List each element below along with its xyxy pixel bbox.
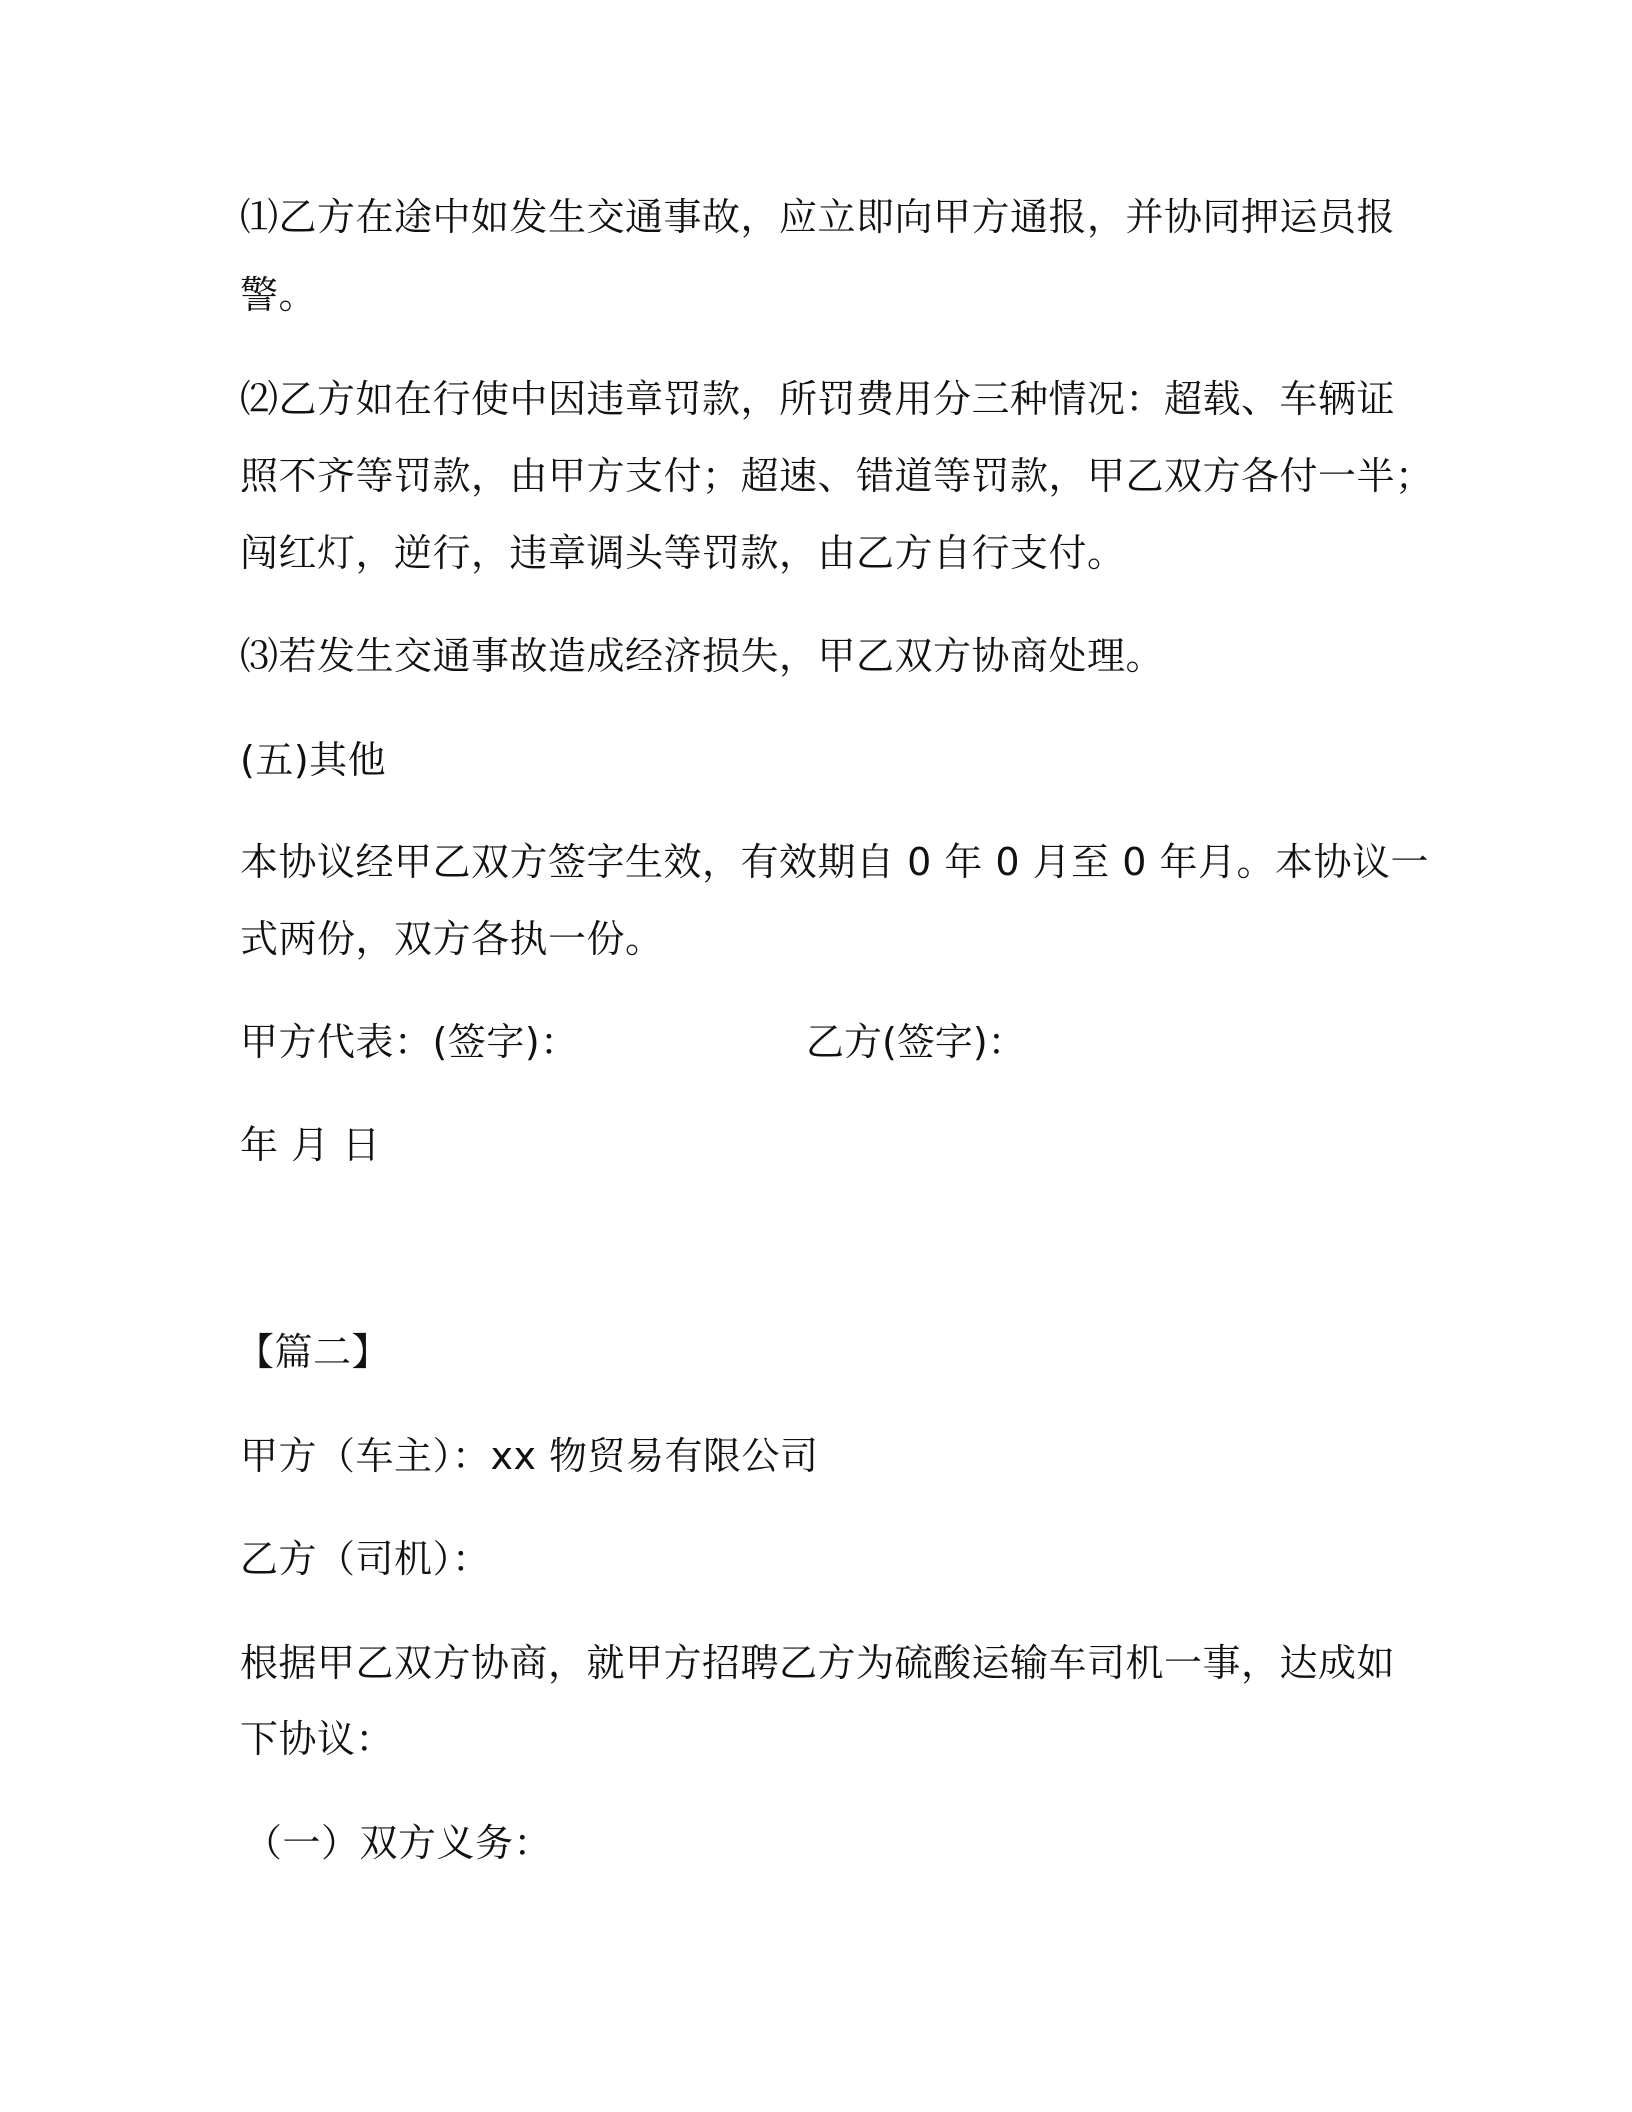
party-a-line: 甲方（车主）：xx 物贸易有限公司 xyxy=(240,1434,819,1478)
party-b-line: 乙方（司机）： xyxy=(240,1537,491,1581)
signature-party-a: 甲方代表：(签字)： xyxy=(240,1020,579,1064)
item-2-line-1: ⑵乙方如在行使中因违章罚款，所罚费用分三种情况：超载、车辆证 xyxy=(240,377,1396,421)
item-1-line-2: 警。 xyxy=(240,273,318,317)
intro-line-1: 根据甲乙双方协商，就甲方招聘乙方为硫酸运输车司机一事，达成如 xyxy=(240,1641,1396,1685)
item-2-line-2: 照不齐等罚款，由甲方支付；超速、错道等罚款，甲乙双方各付一半； xyxy=(240,454,1434,498)
section-5-heading: (五)其他 xyxy=(240,738,387,782)
section-5-para-line-2: 式两份，双方各执一份。 xyxy=(240,917,664,961)
section-1-heading: （一）双方义务： xyxy=(244,1821,553,1865)
item-1-line-1: ⑴乙方在途中如发生交通事故，应立即向甲方通报，并协同押运员报 xyxy=(240,195,1396,239)
signature-party-b: 乙方(签字)： xyxy=(806,1020,1026,1064)
section-5-para-line-1: 本协议经甲乙双方签字生效，有效期自 0 年 0 月至 0 年月。本协议一 xyxy=(240,840,1430,884)
part-2-heading: 【篇二】 xyxy=(236,1330,391,1374)
date-line: 年 月 日 xyxy=(240,1123,381,1167)
item-2-line-3: 闯红灯，逆行，违章调头等罚款，由乙方自行支付。 xyxy=(240,531,1126,575)
intro-line-2: 下协议： xyxy=(240,1717,395,1761)
item-3-line-1: ⑶若发生交通事故造成经济损失，甲乙双方协商处理。 xyxy=(240,634,1165,678)
